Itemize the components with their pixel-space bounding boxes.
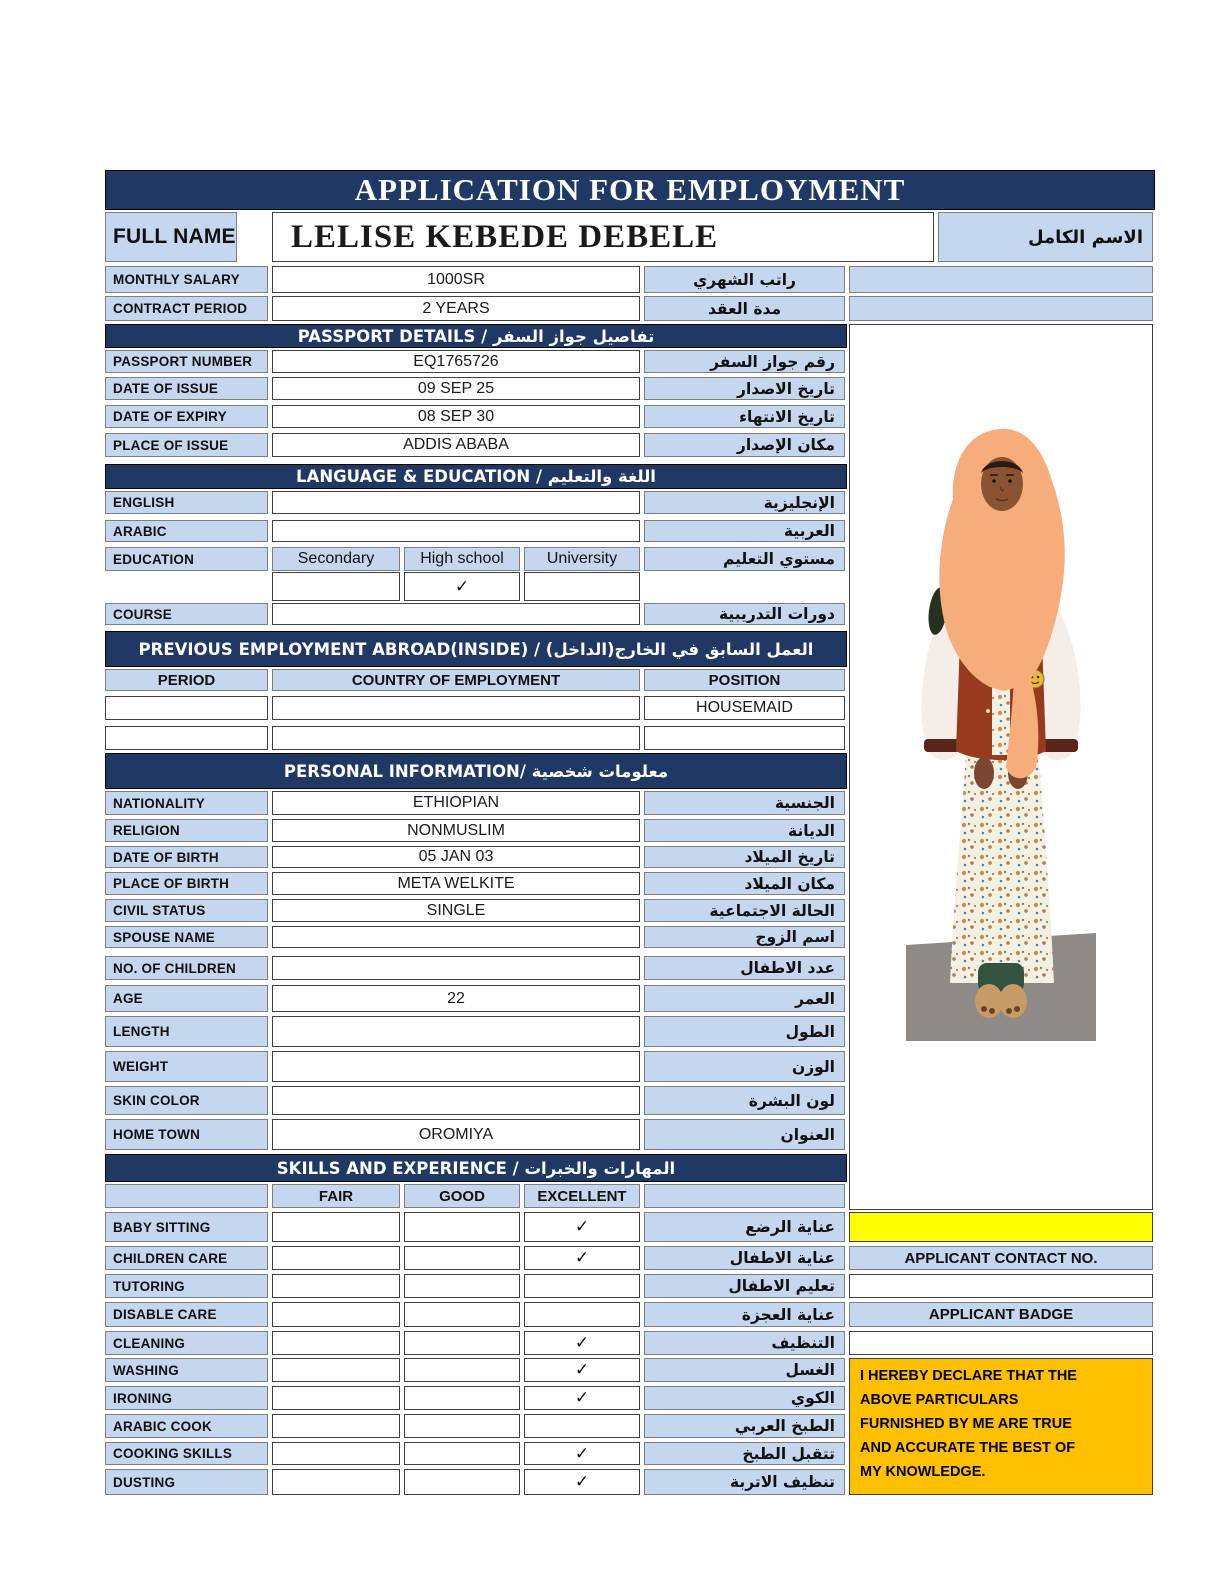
course-label-arabic: دورات التدريبية <box>644 603 845 625</box>
tutoring-excellent[interactable] <box>524 1274 640 1298</box>
home-town-field[interactable]: OROMIYA <box>272 1119 640 1150</box>
dusting-fair[interactable] <box>272 1469 400 1495</box>
applicant-badge-field[interactable] <box>849 1331 1153 1355</box>
position-field-2[interactable] <box>644 726 845 750</box>
date-of-expiry-label-arabic: تاريخ الانتهاء <box>644 405 845 428</box>
cooking-skills-good[interactable] <box>404 1442 520 1465</box>
children-care-label: CHILDREN CARE <box>105 1246 268 1270</box>
full-name-field[interactable]: LELISE KEBEDE DEBELE <box>272 212 934 262</box>
children-care-good[interactable] <box>404 1246 520 1270</box>
place-of-birth-label: PLACE OF BIRTH <box>105 872 268 895</box>
tutoring-label-arabic: تعليم الاطفال <box>644 1274 845 1298</box>
religion-field[interactable]: NONMUSLIM <box>272 819 640 842</box>
civil-status-label: CIVIL STATUS <box>105 899 268 922</box>
home-town-label: HOME TOWN <box>105 1119 268 1150</box>
date-of-issue-label: DATE OF ISSUE <box>105 377 268 400</box>
education-option-secondary[interactable]: Secondary <box>272 547 400 571</box>
contract-period-label-arabic: مدة العقد <box>644 296 845 321</box>
date-of-birth-field[interactable]: 05 JAN 03 <box>272 846 640 868</box>
good-column-header: GOOD <box>404 1184 520 1208</box>
passport-number-label-arabic: رقم جواز السفر <box>644 350 845 373</box>
previous-employment-header: PREVIOUS EMPLOYMENT ABROAD(INSIDE) / العمل السابق في الخارج(الداخل) <box>105 631 847 667</box>
course-field[interactable] <box>272 603 640 625</box>
tutoring-label: TUTORING <box>105 1274 268 1298</box>
english-label-arabic: الإنجليزية <box>644 491 845 514</box>
disable-care-excellent[interactable] <box>524 1302 640 1327</box>
washing-fair[interactable] <box>272 1358 400 1382</box>
fair-column-header: FAIR <box>272 1184 400 1208</box>
weight-field[interactable] <box>272 1051 640 1082</box>
education-check-highschool[interactable]: ✓ <box>404 572 520 601</box>
children-label-arabic: عدد الاطفال <box>644 956 845 980</box>
contract-period-row <box>105 296 1153 321</box>
disable-care-label-arabic: عناية العجزة <box>644 1302 845 1327</box>
home-town-label-arabic: العنوان <box>644 1119 845 1150</box>
baby-sitting-label: BABY SITTING <box>105 1212 268 1242</box>
cleaning-good[interactable] <box>404 1331 520 1355</box>
applicant-photo-cell <box>849 324 1153 1210</box>
date-of-birth-label: DATE OF BIRTH <box>105 846 268 868</box>
arabic-label: ARABIC <box>105 520 268 542</box>
dusting-label-arabic: تنظيف الاتربة <box>644 1469 845 1495</box>
arabic-cook-label-arabic: الطبخ العربي <box>644 1414 845 1438</box>
date-of-issue-field[interactable]: 09 SEP 25 <box>272 377 640 400</box>
skills-corner-cell <box>105 1184 268 1208</box>
cleaning-label: CLEANING <box>105 1331 268 1355</box>
monthly-salary-label-arabic: راتب الشهري <box>644 266 845 293</box>
applicant-contact-header: APPLICANT CONTACT NO. <box>849 1246 1153 1270</box>
declaration-line: I HEREBY DECLARE THAT THE <box>860 1368 1077 1384</box>
date-of-expiry-field[interactable]: 08 SEP 30 <box>272 405 640 428</box>
disable-care-good[interactable] <box>404 1302 520 1327</box>
declaration-line: FURNISHED BY ME ARE TRUE <box>860 1415 1072 1432</box>
spouse-name-label-arabic: اسم الزوج <box>644 926 845 948</box>
age-label-arabic: العمر <box>644 985 845 1012</box>
applicant-contact-field[interactable] <box>849 1274 1153 1298</box>
skin-color-field[interactable] <box>272 1086 640 1115</box>
skills-corner-cell-arabic <box>644 1184 845 1208</box>
religion-label: RELIGION <box>105 819 268 842</box>
washing-label: WASHING <box>105 1358 268 1382</box>
date-of-birth-label-arabic: تاريخ الميلاد <box>644 846 845 868</box>
language-section-header: LANGUAGE & EDUCATION / اللغة والتعليم <box>105 464 847 489</box>
education-option-highschool[interactable]: High school <box>404 547 520 571</box>
spouse-name-field[interactable] <box>272 926 640 948</box>
nationality-label-arabic: الجنسية <box>644 791 845 815</box>
nationality-field[interactable]: ETHIOPIAN <box>272 791 640 815</box>
passport-number-field[interactable]: EQ1765726 <box>272 350 640 373</box>
position-field-1[interactable]: HOUSEMAID <box>644 696 845 720</box>
washing-good[interactable] <box>404 1358 520 1382</box>
education-option-university[interactable]: University <box>524 547 640 571</box>
children-care-label-arabic: عناية الاطفال <box>644 1246 845 1270</box>
country-field-2[interactable] <box>272 726 640 750</box>
age-field[interactable]: 22 <box>272 985 640 1012</box>
length-label-arabic: الطول <box>644 1016 845 1047</box>
baby-sitting-good[interactable] <box>404 1212 520 1242</box>
ironing-excellent[interactable]: ✓ <box>524 1386 640 1410</box>
period-field-1[interactable] <box>105 696 268 720</box>
english-field[interactable] <box>272 491 640 514</box>
baby-sitting-fair[interactable] <box>272 1212 400 1242</box>
children-care-fair[interactable] <box>272 1246 400 1270</box>
cleaning-label-arabic: التنظيف <box>644 1331 845 1355</box>
contract-period-field[interactable]: 2 YEARS <box>272 296 640 321</box>
arabic-field[interactable] <box>272 520 640 542</box>
declaration-line: MY KNOWLEDGE. <box>860 1463 986 1480</box>
cleaning-fair[interactable] <box>272 1331 400 1355</box>
tutoring-good[interactable] <box>404 1274 520 1298</box>
contract-period-label: CONTRACT PERIOD <box>105 296 268 321</box>
children-label: NO. OF CHILDREN <box>105 956 268 980</box>
declaration-line: AND ACCURATE THE BEST OF <box>860 1439 1076 1456</box>
contract-spare-cell <box>849 296 1153 321</box>
dusting-excellent[interactable]: ✓ <box>524 1469 640 1495</box>
form-title: APPLICATION FOR EMPLOYMENT <box>105 170 1155 210</box>
dusting-good[interactable] <box>404 1469 520 1495</box>
baby-sitting-excellent[interactable]: ✓ <box>524 1212 640 1242</box>
passport-section-header: PASSPORT DETAILS / تفاصيل جواز السفر <box>105 324 847 348</box>
country-column-header: COUNTRY OF EMPLOYMENT <box>272 669 640 691</box>
length-field[interactable] <box>272 1016 640 1047</box>
cleaning-excellent[interactable]: ✓ <box>524 1331 640 1355</box>
applicant-badge-header: APPLICANT BADGE <box>849 1302 1153 1327</box>
monthly-salary-field[interactable]: 1000SR <box>272 266 640 293</box>
cooking-skills-label-arabic: تتقبل الطبخ <box>644 1442 845 1465</box>
full-name-label-arabic: الاسم الكامل <box>938 212 1153 262</box>
date-of-issue-label-arabic: تاريخ الاصدار <box>644 377 845 400</box>
ironing-label-arabic: الكوي <box>644 1386 845 1410</box>
civil-status-label-arabic: الحالة الاجتماعية <box>644 899 845 922</box>
excellent-column-header: EXCELLENT <box>524 1184 640 1208</box>
education-label-arabic: مستوي التعليم <box>644 547 845 571</box>
children-care-excellent[interactable]: ✓ <box>524 1246 640 1270</box>
course-label: COURSE <box>105 603 268 625</box>
washing-label-arabic: الغسل <box>644 1358 845 1382</box>
baby-sitting-label-arabic: عناية الرضع <box>644 1212 845 1242</box>
arabic-cook-excellent[interactable] <box>524 1414 640 1438</box>
position-column-header: POSITION <box>644 669 845 691</box>
ironing-fair[interactable] <box>272 1386 400 1410</box>
age-label: AGE <box>105 985 268 1012</box>
ironing-label: IRONING <box>105 1386 268 1410</box>
disable-care-label: DISABLE CARE <box>105 1302 268 1327</box>
arabic-cook-good[interactable] <box>404 1414 520 1438</box>
arabic-cook-fair[interactable] <box>272 1414 400 1438</box>
applicant-photo <box>906 421 1096 1041</box>
tutoring-fair[interactable] <box>272 1274 400 1298</box>
country-field-1[interactable] <box>272 696 640 720</box>
salary-spare-cell <box>849 266 1153 293</box>
place-of-issue-field[interactable]: ADDIS ABABA <box>272 433 640 457</box>
skills-section-header: SKILLS AND EXPERIENCE / المهارات والخبرات <box>105 1154 847 1182</box>
period-column-header: PERIOD <box>105 669 268 691</box>
highlight-bar <box>849 1212 1153 1242</box>
full-name-row <box>105 212 1153 262</box>
religion-label-arabic: الديانة <box>644 819 845 842</box>
cooking-skills-label: COOKING SKILLS <box>105 1442 268 1465</box>
arabic-label-arabic: العربية <box>644 520 845 542</box>
nationality-label: NATIONALITY <box>105 791 268 815</box>
place-of-birth-field[interactable]: META WELKITE <box>272 872 640 895</box>
civil-status-field[interactable]: SINGLE <box>272 899 640 922</box>
place-of-issue-label-arabic: مكان الإصدار <box>644 433 845 457</box>
ironing-good[interactable] <box>404 1386 520 1410</box>
skin-color-label-arabic: لون البشرة <box>644 1086 845 1115</box>
full-name-label: FULL NAME <box>105 212 237 262</box>
weight-label: WEIGHT <box>105 1051 268 1082</box>
place-of-issue-label: PLACE OF ISSUE <box>105 433 268 457</box>
declaration-box <box>849 1358 1153 1495</box>
weight-label-arabic: الوزن <box>644 1051 845 1082</box>
dusting-label: DUSTING <box>105 1469 268 1495</box>
education-label: EDUCATION <box>105 547 268 571</box>
monthly-salary-row <box>105 266 1153 293</box>
arabic-cook-label: ARABIC COOK <box>105 1414 268 1438</box>
disable-care-fair[interactable] <box>272 1302 400 1327</box>
date-of-expiry-label: DATE OF EXPIRY <box>105 405 268 428</box>
place-of-birth-label-arabic: مكان الميلاد <box>644 872 845 895</box>
cooking-skills-excellent[interactable]: ✓ <box>524 1442 640 1465</box>
education-check-secondary[interactable] <box>272 572 400 601</box>
education-check-university[interactable] <box>524 572 640 601</box>
children-field[interactable] <box>272 956 640 980</box>
personal-information-header: PERSONAL INFORMATION/ معلومات شخصية <box>105 753 847 789</box>
application-form <box>105 165 1153 1505</box>
spouse-name-label: SPOUSE NAME <box>105 926 268 948</box>
declaration-line: ABOVE PARTICULARS <box>860 1391 1019 1408</box>
washing-excellent[interactable]: ✓ <box>524 1358 640 1382</box>
english-label: ENGLISH <box>105 491 268 514</box>
passport-number-label: PASSPORT NUMBER <box>105 350 268 373</box>
skin-color-label: SKIN COLOR <box>105 1086 268 1115</box>
monthly-salary-label: MONTHLY SALARY <box>105 266 268 293</box>
period-field-2[interactable] <box>105 726 268 750</box>
cooking-skills-fair[interactable] <box>272 1442 400 1465</box>
length-label: LENGTH <box>105 1016 268 1047</box>
